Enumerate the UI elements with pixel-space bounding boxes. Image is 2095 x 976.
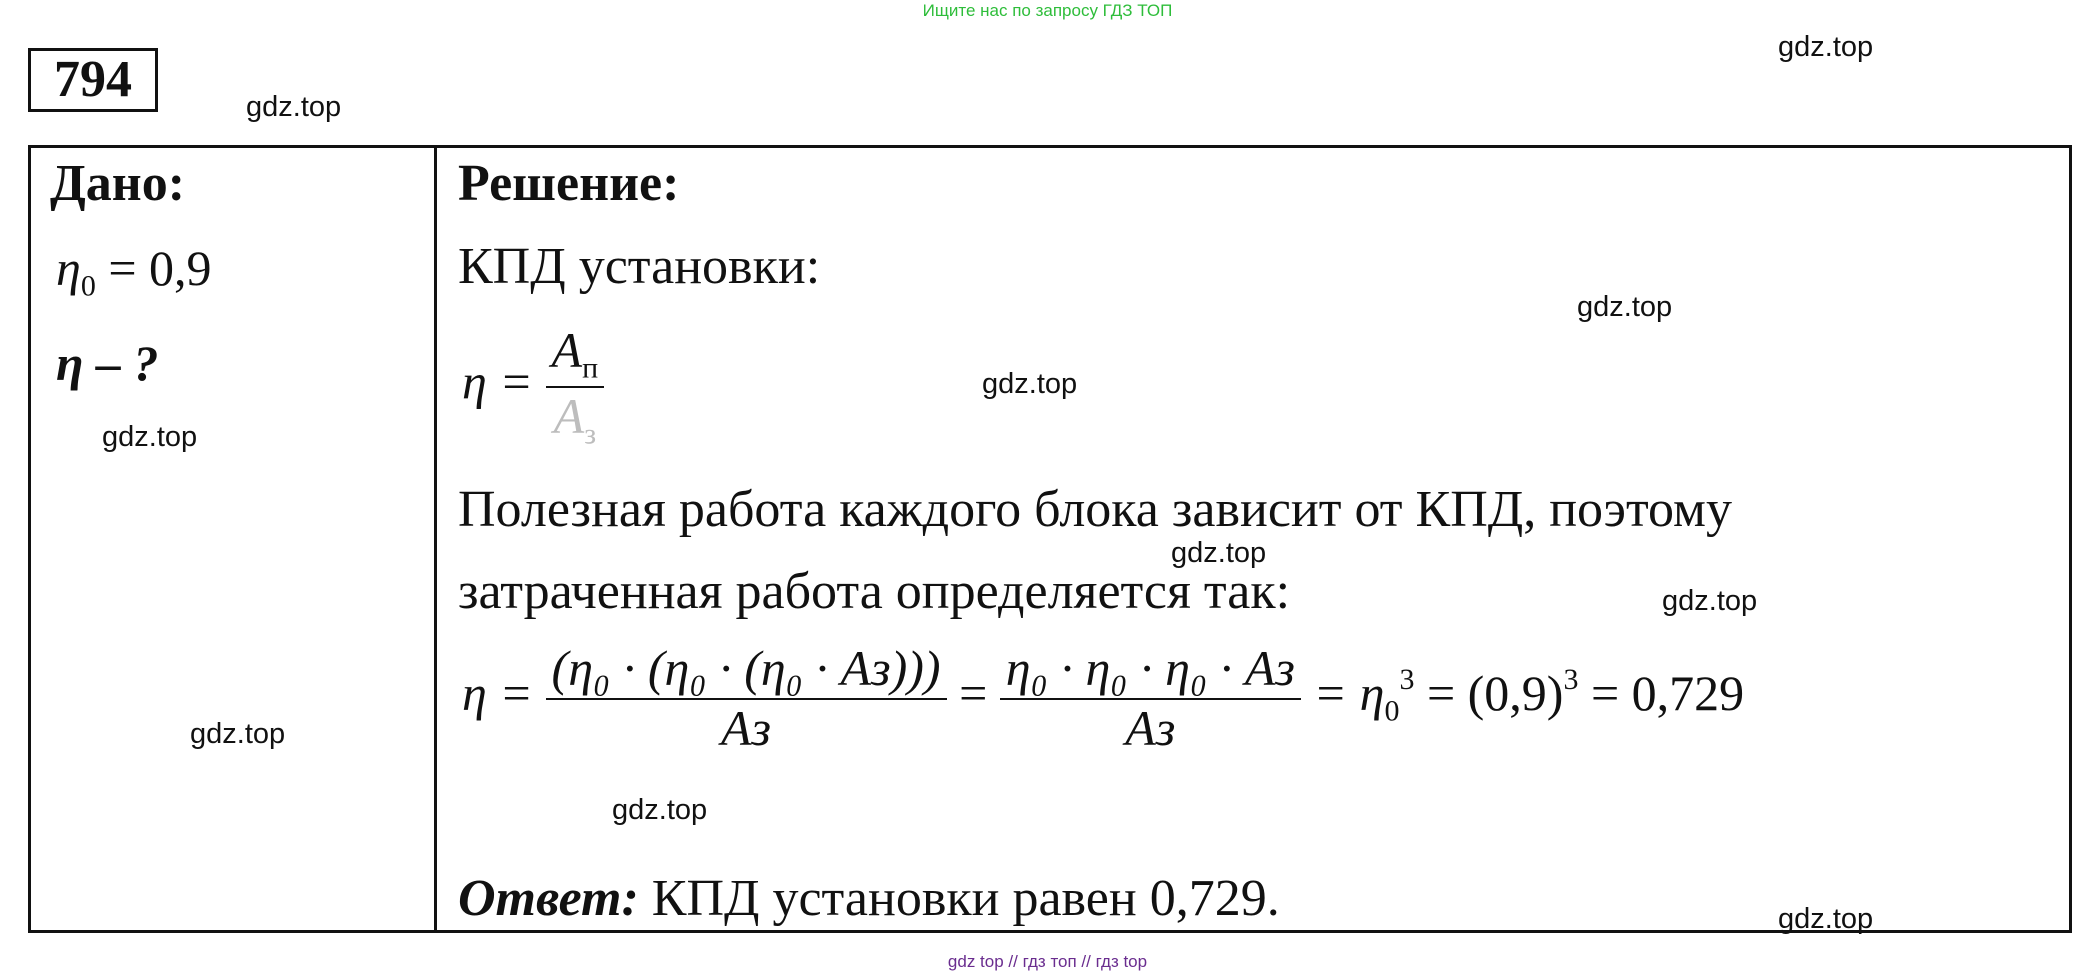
- paragraph-line-1: Полезная работа каждого блока зависит от КПД, поэтому: [458, 481, 1732, 538]
- top-banner: Ищите нас по запросу ГДЗ ТОП: [922, 1, 1173, 20]
- watermark: gdz.top: [1662, 585, 1758, 617]
- watermark: gdz.top: [612, 794, 708, 826]
- given-heading: Дано:: [50, 155, 186, 212]
- watermark: gdz.top: [102, 421, 198, 453]
- watermark: gdz.top: [190, 718, 286, 750]
- watermark: gdz.top: [982, 368, 1078, 400]
- footer-links: gdz top // гдз топ // гдз top: [947, 952, 1148, 971]
- watermark: gdz.top: [1171, 537, 1267, 569]
- watermark: gdz.top: [1778, 903, 1874, 935]
- watermark: gdz.top: [1778, 31, 1874, 63]
- given-eta0: $\eta_0 = 0,9$: [56, 240, 212, 303]
- line-kpd-installation: КПД установки:: [458, 238, 821, 295]
- watermark: gdz.top: [246, 91, 342, 123]
- watermark: gdz.top: [1577, 291, 1673, 323]
- given-question: η – ?: [56, 335, 159, 391]
- formula-efficiency: η = $\frac{A_п}{A_з}$: [462, 322, 604, 452]
- solution-heading: Решение:: [458, 155, 680, 212]
- answer-line: Ответ: КПД установки равен 0,729.: [458, 870, 1280, 927]
- formula-total-efficiency: η = $\frac{\text{(η₀ · (η₀ · (η₀ · Aз)))}}{Aз}$ = $\frac{\text{η₀ · η₀ · η₀ · Aз}}{Aз}$ = $\eta_0^3 = (0,9)^3 = 0,729$: [462, 640, 1745, 756]
- solution-table: [28, 145, 2072, 933]
- problem-number: 794: [28, 48, 158, 112]
- paragraph-line-2: затраченная работа определяется так:: [458, 563, 1291, 620]
- table-divider: [434, 145, 437, 933]
